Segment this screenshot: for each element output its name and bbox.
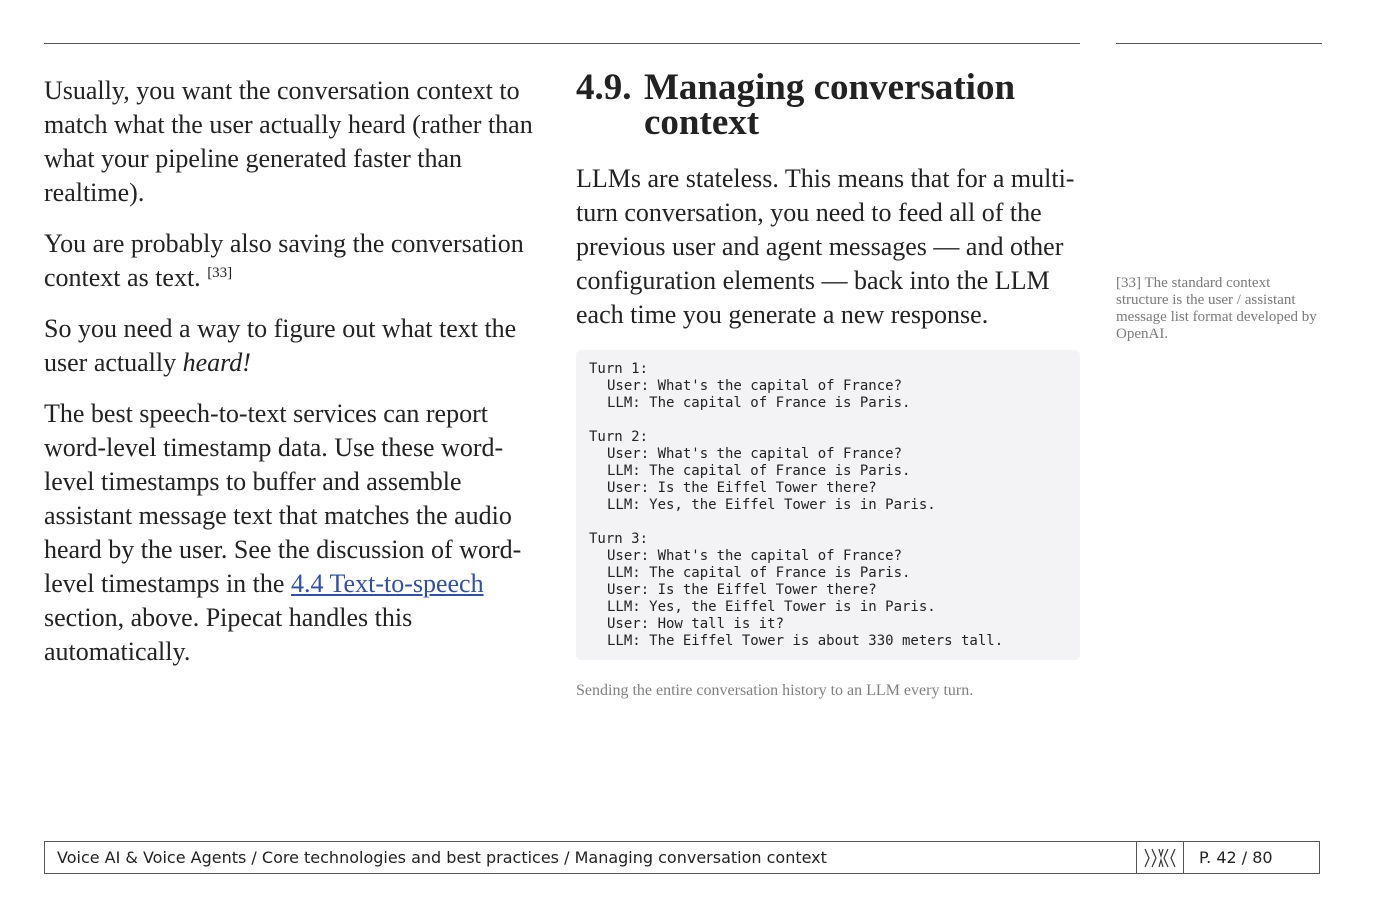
footer-bar: [44, 841, 1320, 874]
paragraph-context-match: Usually, you want the conversation context to match what the user actually heard (rather than what your pipeline generated faster than realtime).: [44, 76, 533, 207]
code-line: User: How tall is it?: [607, 616, 785, 632]
code-line: LLM: Yes, the Eiffel Tower is in Paris.: [607, 497, 936, 513]
footnote-ref-33[interactable]: [33]: [207, 265, 233, 281]
section-number: 4.9.: [576, 67, 632, 108]
section-heading: [576, 67, 1080, 143]
sidebar-rule: [1116, 43, 1322, 44]
emphasis-heard: heard!: [182, 348, 251, 377]
code-line: LLM: The capital of France is Paris.: [607, 463, 911, 479]
paragraph-word-timestamps-tail: section, above. Pipecat handles this automatically.: [44, 603, 413, 666]
code-turn: [589, 429, 1067, 514]
code-turn: [589, 361, 1067, 412]
link-text-to-speech[interactable]: 4.4 Text-to-speech: [290, 569, 484, 598]
page-number: P. 42 / 80: [1199, 848, 1273, 867]
top-rule: [44, 43, 1080, 44]
section-intro: LLMs are stateless. This means that for a multi-turn conversation, you need to feed all of the previous user and agent messages — and other configuration elements — back into the LLM each time you generate a new response.: [576, 164, 1075, 329]
section-title: Managing conversation context: [644, 67, 1016, 143]
paragraph-saving-context-text: You are probably also saving the conversation context as text.: [44, 229, 524, 292]
code-line: LLM: The capital of France is Paris.: [607, 395, 911, 411]
waveform-logo-icon: [1136, 842, 1184, 873]
paragraph-saving-context: [44, 227, 550, 295]
code-line: User: What's the capital of France?: [607, 378, 903, 394]
breadcrumb[interactable]: Voice AI & Voice Agents / Core technologies and best practices / Managing conversation context: [57, 848, 827, 867]
code-line: User: Is the Eiffel Tower there?: [607, 582, 877, 598]
paragraph-what-user-heard: [44, 312, 550, 380]
paragraph-what-user-heard-text: So you need a way to figure out what text the user actually: [44, 314, 517, 377]
code-line: LLM: The Eiffel Tower is about 330 meters tall.: [607, 633, 1004, 649]
code-turn-label: Turn 1:: [589, 361, 649, 377]
code-line: User: What's the capital of France?: [607, 548, 903, 564]
code-line: LLM: Yes, the Eiffel Tower is in Paris.: [607, 599, 936, 615]
paragraph-word-timestamps-text: The best speech-to-text services can report word-level timestamp data. Use these word-level timestamps to buffer and assemble assistant message text that matches the audio heard by the user. See the discussion of word-level timestamps in the: [44, 399, 522, 598]
left-column: [44, 74, 550, 686]
code-turn-label: Turn 3:: [589, 531, 649, 547]
code-line: LLM: The capital of France is Paris.: [607, 565, 911, 581]
code-caption: Sending the entire conversation history to an LLM every turn.: [576, 682, 974, 699]
code-line: User: Is the Eiffel Tower there?: [607, 480, 877, 496]
code-turn: [589, 531, 1067, 650]
paragraph-word-timestamps: [44, 397, 550, 669]
main-column: [576, 67, 1080, 700]
code-block: [576, 350, 1080, 660]
sidenote-33: [33] The standard context structure is the user / assistant message list format developed by OpenAI.: [1116, 275, 1317, 342]
code-turn-label: Turn 2:: [589, 429, 649, 445]
code-line: User: What's the capital of France?: [607, 446, 903, 462]
